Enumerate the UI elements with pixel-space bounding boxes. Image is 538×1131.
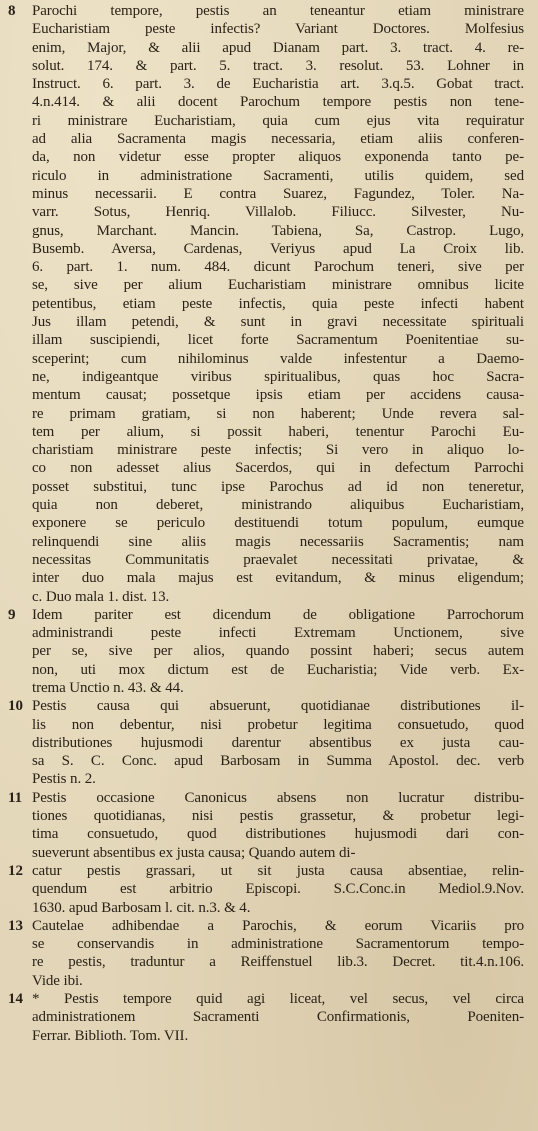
text-line: gnus, Marchant. Mancin. Tabiena, Sa, Castrop. Lugo, [32, 222, 524, 239]
text-line: sueverunt absentibus ex justa causa; Quando autem di- [32, 844, 356, 861]
text-line: distributiones hujusmodi darentur absentibus ex justa cau- [32, 734, 524, 751]
text-line: solut. 174. & part. 5. tract. 3. resolut. 53. Lohner in [32, 57, 524, 74]
text-line: quia non deberet, ministrando aliquibus Eucharistiam, [32, 497, 524, 514]
text-line: re pestis, traduntur a Reiffenstuel lib.3. Decret. tit.4.n.106. [32, 954, 524, 971]
text-line: 1630. apud Barbosam l. cit. n.3. & 4. [32, 899, 251, 916]
paragraph-text [32, 862, 524, 917]
text-line: varr. Sotus, Henriq. Villalob. Filiucc. Silvester, Nu- [32, 204, 524, 221]
text-line: Eucharistiam peste infectis? Variant Doctores. Molfesius [32, 21, 524, 38]
text-line: Parochi tempore, pestis an teneantur etiam ministrare [32, 3, 524, 19]
text-line: Busemb. Aversa, Cardenas, Veriyus apud La Croix lib. [32, 240, 524, 257]
text-line: quendum est arbitrio Episcopi. S.C.Conc.in Mediol.9.Nov. [32, 881, 524, 898]
paragraph-number: 12 [8, 862, 23, 879]
paragraph-number: 10 [8, 698, 23, 715]
text-line: se conservandis in administratione Sacramentorum tempo- [32, 936, 524, 953]
paragraph-entry [6, 2, 524, 606]
text-line: exponere se periculo destituendi totum populum, eumque [32, 515, 524, 532]
paragraph-number: 13 [8, 917, 23, 934]
text-line: non, uti mox dictum est de Eucharistia; Vide verb. Ex- [32, 661, 524, 678]
text-line: Idem pariter est dicendum de obligatione Parrochorum [32, 606, 524, 623]
text-line: sceperint; cum nihilominus valde infestentur a Daemo- [32, 350, 524, 367]
text-line: trema Unctio n. 43. & 44. [32, 679, 184, 696]
paragraph-entry [6, 862, 524, 917]
text-line: Jus illam petendi, & sunt in gravi necessitate spirituali [32, 314, 524, 331]
paragraph-entry [6, 606, 524, 697]
text-line: sa S. C. Conc. apud Barbosam in Summa Apostol. dec. verb [32, 753, 524, 770]
paragraph-number: 8 [8, 3, 16, 19]
text-line: da, non videtur esse propter aliquos exponenda tanto pe- [32, 149, 524, 166]
text-line: co non adesset alius Sacerdos, qui in defectum Parrochi [32, 460, 524, 477]
text-line: enim, Major, & alii apud Dianam part. 3. tract. 4. re- [32, 39, 524, 56]
text-line: minus necessarii. E contra Suarez, Fagundez, Toler. Na- [32, 185, 524, 202]
text-line: tiones quotidianas, nisi pestis grassetur, & probetur legi- [32, 808, 524, 825]
paragraph-entry [6, 917, 524, 990]
paragraph-text [32, 606, 524, 697]
paragraph-entry [6, 789, 524, 862]
paragraph-text [32, 2, 524, 606]
text-line: 6. part. 1. num. 484. dicunt Parochum teneri, sive per [32, 259, 524, 276]
paragraph-text [32, 789, 524, 862]
text-line: administrandi peste infecti Extremam Unctionem, sive [32, 625, 524, 642]
text-line: administrationem Sacramenti Confirmationis, Poeniten- [32, 1009, 524, 1026]
text-line: necessitas Communitatis praevalet necessitati privatae, & [32, 551, 524, 568]
text-line: petentibus, etiam peste infectis, quia peste infecti habent [32, 295, 524, 312]
text-line: illam suscipiendi, licet forte Sacramentum Poenitentiae su- [32, 332, 524, 349]
paragraph-text [32, 697, 524, 788]
text-line: re primam gratiam, si non haberent; Unde revera sal- [32, 405, 524, 422]
text-line: charistiam ministrare peste infectis; Si vero in aliquo lo- [32, 442, 524, 459]
text-line: 4.n.414. & alii docent Parochum tempore pestis non tene- [32, 94, 524, 111]
text-line: Cautelae adhibendae a Parochis, & eorum Vicariis pro [32, 917, 524, 934]
text-line: relinquendi sine aliis magis necessariis Sacramentis; nam [32, 533, 524, 550]
text-line: c. Duo mala 1. dist. 13. [32, 588, 170, 605]
text-line: ne, indigeantque viribus spiritualibus, quas hoc Sacra- [32, 368, 524, 385]
text-line: Pestis n. 2. [32, 771, 96, 788]
text-line: Ferrar. Biblioth. Tom. VII. [32, 1027, 189, 1044]
text-line: per se, sive per alios, quando possint haberi; secus autem [32, 643, 524, 660]
paragraph-text [32, 990, 524, 1045]
text-line: ri ministrare Eucharistiam, quia cum ejus vita requiratur [32, 112, 524, 129]
text-line: se, sive per alium Eucharistiam ministrare omnibus licite [32, 277, 524, 294]
paragraph-entry [6, 697, 524, 788]
text-line: mentum causat; possetque ipsis etiam per accidens causa- [32, 387, 524, 404]
text-line: Pestis causa qui absuerunt, quotidianae distributiones il- [32, 698, 524, 715]
text-line: lis non debentur, nisi probetur legitima consuetudo, quod [32, 716, 524, 733]
text-line: Instruct. 6. part. 3. de Eucharistia art. 3.q.5. Gobat tract. [32, 76, 524, 93]
paragraph-entry [6, 990, 524, 1045]
paragraph-number: 9 [8, 606, 16, 623]
text-line: posset substitui, tunc ipse Parochus ad id non teneretur, [32, 478, 524, 495]
text-line: ad alia Sacramenta magis necessaria, etiam aliis conferen- [32, 131, 524, 148]
text-line: tem per alium, si possit haberi, tenentur Parochi Eu- [32, 423, 524, 440]
text-line: tima consuetudo, quod distributiones hujusmodi dari con- [32, 826, 524, 843]
text-line: inter duo mala majus est evitandum, & minus eligendum; [32, 570, 524, 587]
text-line: catur pestis grassari, ut sit justa causa absentiae, relin- [32, 862, 524, 879]
text-line: riculo in administratione Sacramenti, utilis quidem, sed [32, 167, 524, 184]
text-line: * Pestis tempore quid agi liceat, vel secus, vel circa [32, 991, 524, 1008]
text-line: Pestis occasione Canonicus absens non lucratur distribu- [32, 789, 524, 806]
text-line: Vide ibi. [32, 972, 83, 989]
paragraph-text [32, 917, 524, 990]
paragraph-number: 14 [8, 991, 23, 1008]
paragraph-number: 11 [8, 789, 23, 806]
